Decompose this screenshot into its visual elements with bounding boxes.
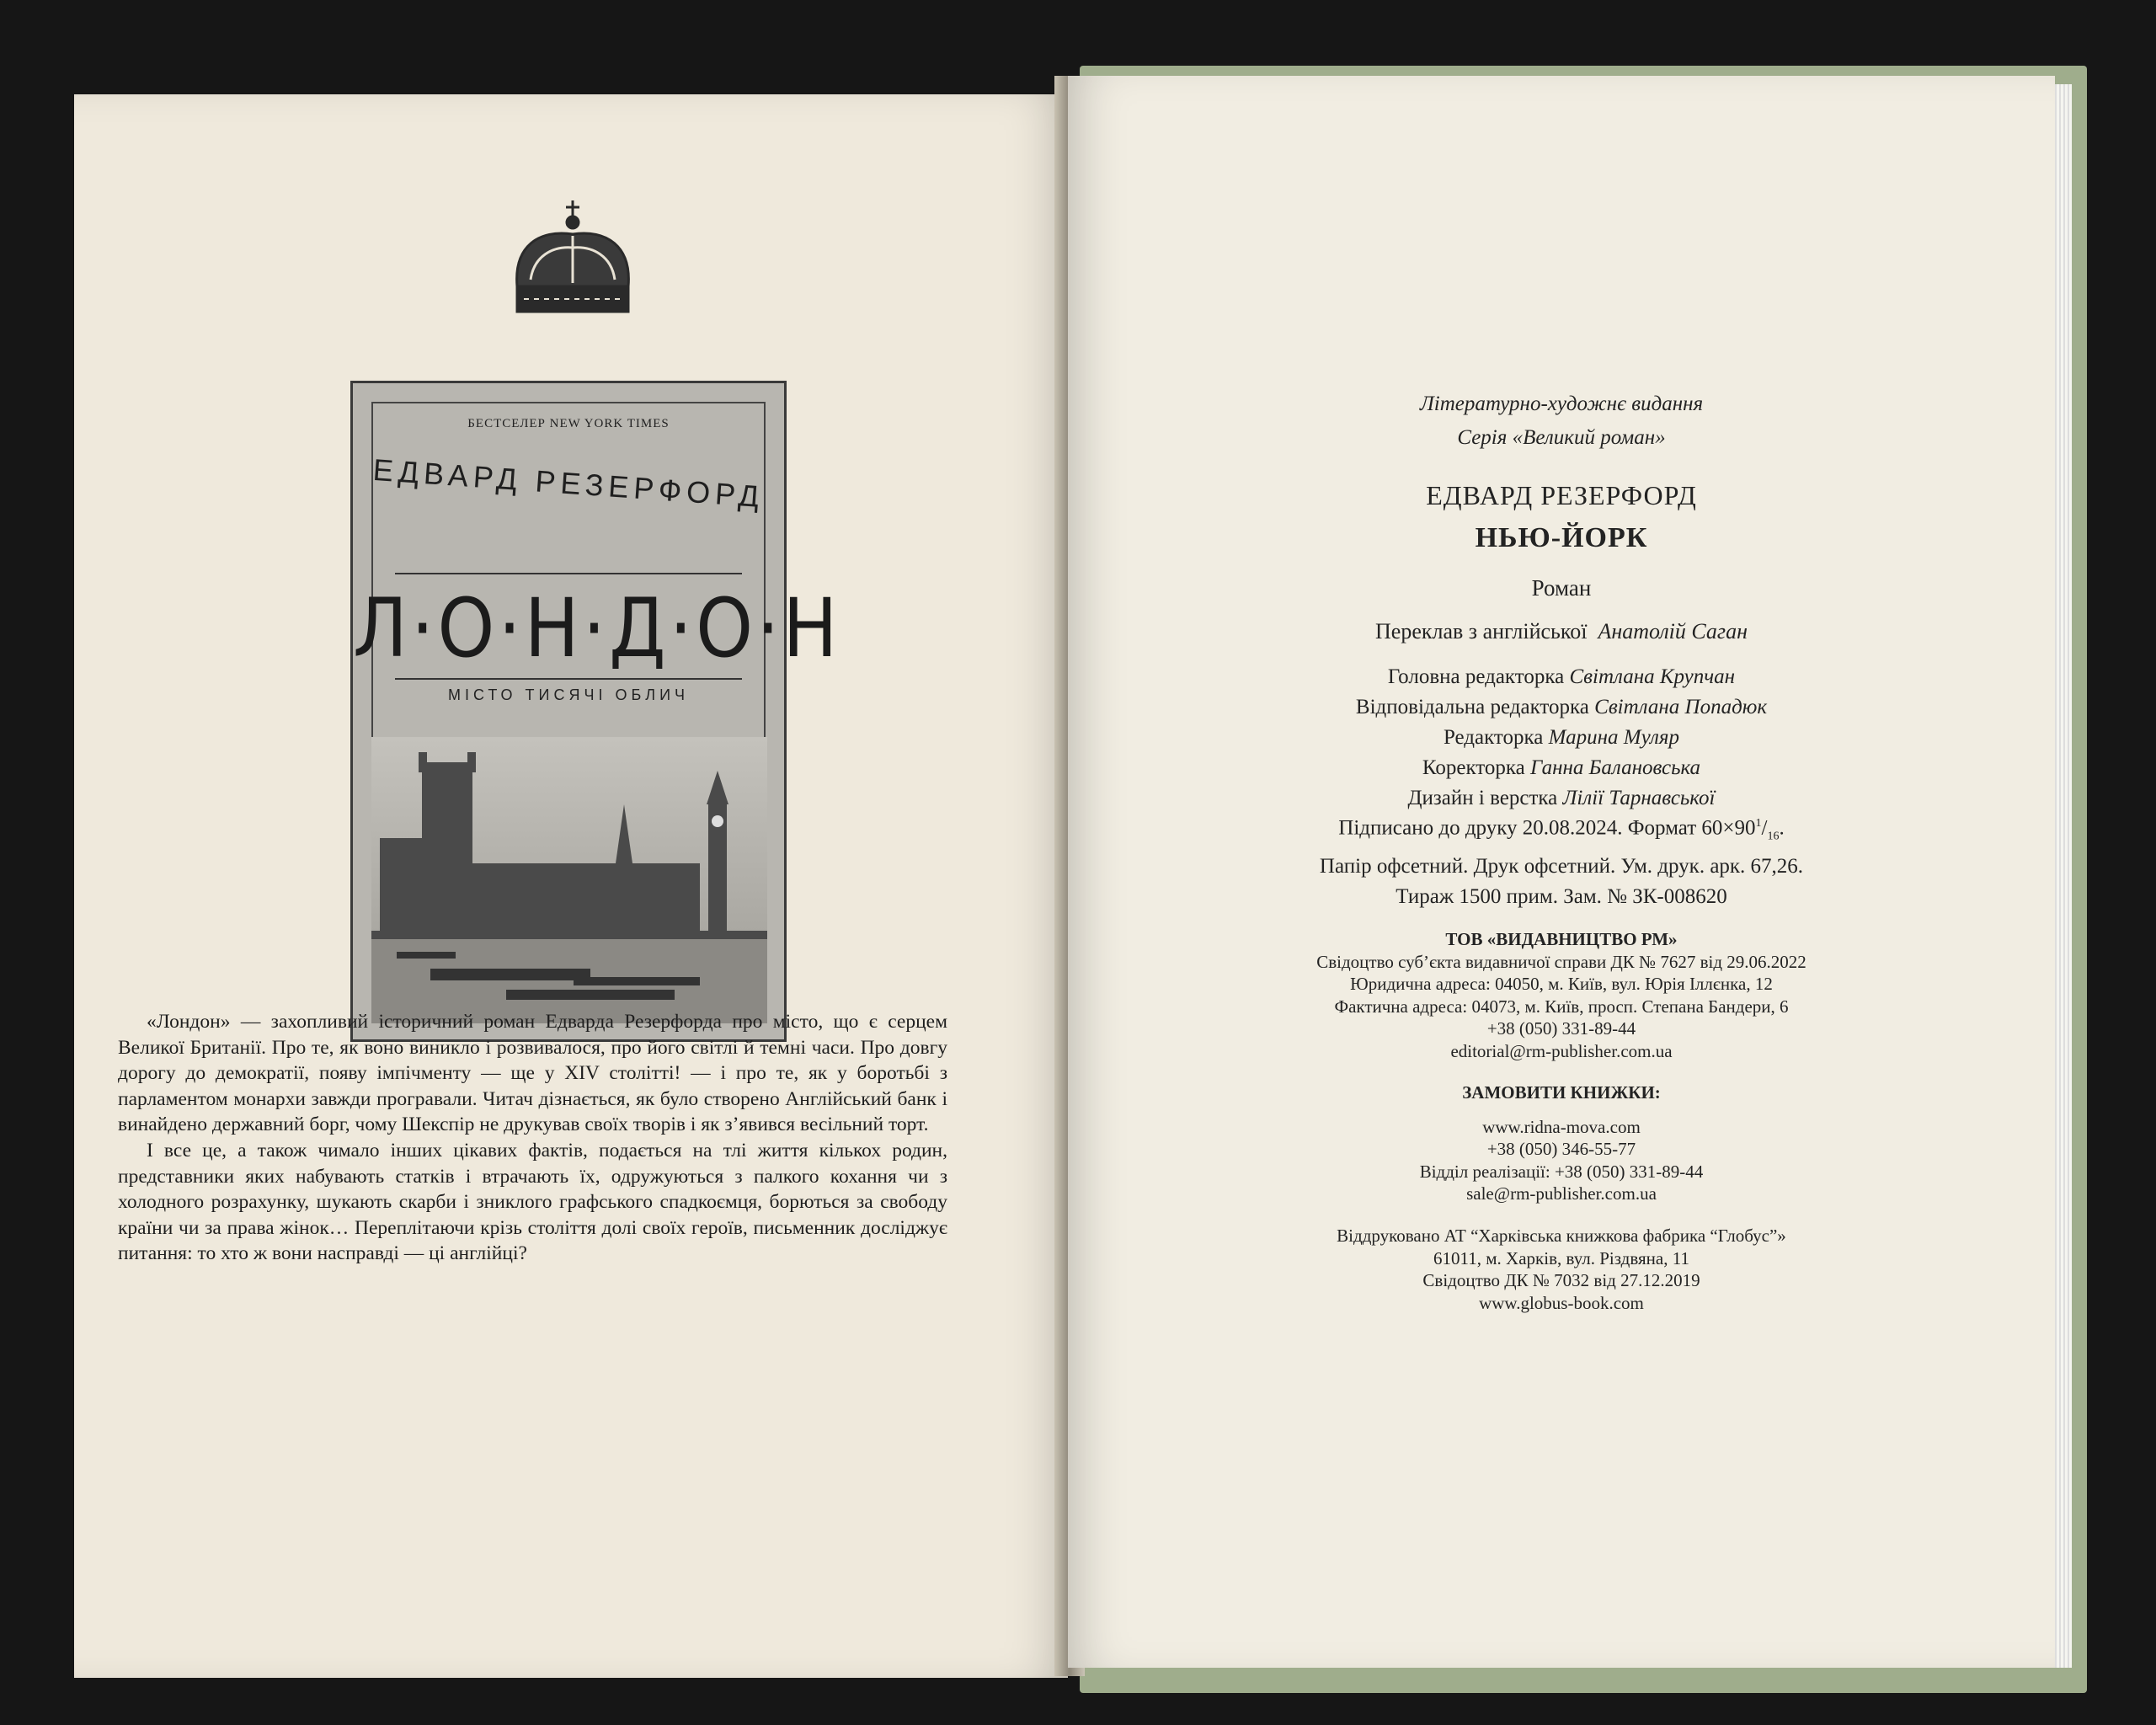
translator-name: Анатолій Саган bbox=[1598, 619, 1748, 644]
printer-line: www.globus-book.com bbox=[1479, 1292, 1644, 1313]
staff-list bbox=[1068, 662, 2055, 814]
translation-label: Переклав з англійської bbox=[1375, 619, 1588, 644]
staff-line bbox=[1068, 662, 2055, 692]
cover-tagline: БЕСТСЕЛЕР NEW YORK TIMES bbox=[467, 417, 670, 430]
staff-name: Світлана Попадюк bbox=[1594, 696, 1768, 718]
publisher-line: Свідоцтво суб’єкта видавничої справи ДК № 7627 від 29.06.2022 bbox=[1316, 951, 1806, 972]
book-author: ЕДВАРД РЕЗЕРФОРД bbox=[1426, 480, 1697, 510]
book-genre: Роман bbox=[1531, 575, 1592, 601]
print-info bbox=[1068, 809, 2055, 912]
staff-role: Дизайн і верстка bbox=[1407, 787, 1558, 809]
edition-type: Літературно-художнє видання bbox=[1419, 393, 1704, 415]
order-line: sale@rm-publisher.com.ua bbox=[1466, 1183, 1657, 1204]
staff-name: Світлана Крупчан bbox=[1569, 665, 1736, 688]
publisher-name: ТОВ «ВИДАВНИЦТВО РМ» bbox=[1445, 929, 1678, 949]
cover-title: Л·О·Н·Д·О·Н bbox=[353, 581, 841, 676]
printer-line: Свідоцтво ДК № 7032 від 27.12.2019 bbox=[1422, 1270, 1700, 1290]
blurb-text bbox=[118, 1009, 947, 1267]
staff-name: Марина Муляр bbox=[1548, 726, 1680, 749]
order-line: +38 (050) 346-55-77 bbox=[1486, 1139, 1636, 1159]
printer-block bbox=[1068, 1225, 2055, 1314]
book-title: НЬЮ-ЙОРК bbox=[1475, 522, 1648, 553]
cover-author: ЕДВАРД РЕЗЕРФОРД bbox=[371, 451, 766, 515]
london-cover-image bbox=[350, 381, 841, 1042]
staff-role: Головна редакторка bbox=[1387, 665, 1565, 688]
staff-line bbox=[1068, 753, 2055, 783]
order-heading: ЗАМОВИТИ КНИЖКИ: bbox=[1462, 1082, 1661, 1103]
parliament-illustration bbox=[371, 737, 767, 1023]
print-paper: Папір офсетний. Друк офсетний. Ум. друк. арк. 67,26. bbox=[1319, 855, 1804, 879]
staff-line bbox=[1068, 692, 2055, 723]
print-signed: Підписано до друку 20.08.2024. Формат $60\times 90^1/_{16}$. bbox=[1338, 816, 1785, 843]
publisher-block bbox=[1068, 928, 2055, 1062]
staff-role: Коректорка bbox=[1422, 756, 1525, 779]
order-block bbox=[1068, 1081, 2055, 1205]
staff-name: Ганна Балановська bbox=[1529, 756, 1701, 779]
blurb-paragraph-2: І все це, а також чимало інших цікавих фактів, подається на тлі життя кількох родин, представники яких набувають статків і втрачають їх, одружуються з палкого кохання чи з холодного розрахунку, шукають скарби і зниклого графського спадкоємця, борються за свободу країни чи за права жінок… Переплітаючи крізь століття долі своїх героїв, письменник досліджує питання: то хто ж вони насправді — ці англійці? bbox=[118, 1139, 947, 1265]
spacer bbox=[1068, 1104, 2055, 1116]
left-page bbox=[74, 94, 1068, 1678]
series-name: Серія «Великий роман» bbox=[1457, 426, 1666, 449]
format-fraction-numerator: 1 bbox=[1755, 817, 1762, 830]
order-line: Відділ реалізації: +38 (050) 331-89-44 bbox=[1419, 1161, 1704, 1182]
print-signed-text: Підписано до друку 20.08.2024. Формат 60×90 bbox=[1338, 816, 1756, 840]
staff-name: Лілії Тарнавської bbox=[1562, 787, 1716, 809]
order-line: www.ridna-mova.com bbox=[1482, 1116, 1641, 1137]
print-run: Тираж 1500 прим. Зам. № ЗК-008620 bbox=[1396, 885, 1727, 909]
blurb-paragraph-1: «Лондон» — захопливий історичний роман Едварда Резерфорда про місто, що є серцем Великої Британії. Про те, як воно виникло і розвивалося, про його світлі й темні часи. Про довгу дорогу до демократії, появу імпічменту — ще у XIV столітті! — і про те, як у боротьбі з парламентом монархи завжди програвали. Читач дізнається, як було створено Англійський банк і винайдено державний борг, чому Шекспір не друкував своїх творів і як з’явився весільний торт. bbox=[118, 1011, 947, 1136]
cover-subtitle: МІСТО ТИСЯЧІ ОБЛИЧ bbox=[447, 686, 690, 703]
publisher-line: +38 (050) 331-89-44 bbox=[1486, 1018, 1636, 1039]
publisher-line: Фактична адреса: 04073, м. Київ, просп. Степана Бандери, 6 bbox=[1334, 996, 1789, 1017]
printer-line: Віддруковано АТ “Харківська книжкова фабрика “Глобус”» bbox=[1337, 1226, 1786, 1246]
publisher-line: Юридична адреса: 04050, м. Київ, вул. Юрія Іллєнка, 12 bbox=[1350, 974, 1773, 994]
staff-role: Редакторка bbox=[1443, 726, 1544, 749]
printer-line: 61011, м. Харків, вул. Різдвяна, 11 bbox=[1433, 1247, 1689, 1268]
cover-rule-top bbox=[395, 573, 742, 574]
crown-icon bbox=[505, 195, 640, 322]
staff-role: Відповідальна редакторка bbox=[1355, 696, 1589, 718]
staff-line bbox=[1068, 723, 2055, 753]
translation-line bbox=[1068, 617, 2055, 647]
format-fraction-denominator: 16 bbox=[1767, 830, 1780, 843]
publisher-line: editorial@rm-publisher.com.ua bbox=[1450, 1040, 1673, 1061]
cover-rule-bottom bbox=[395, 678, 742, 680]
